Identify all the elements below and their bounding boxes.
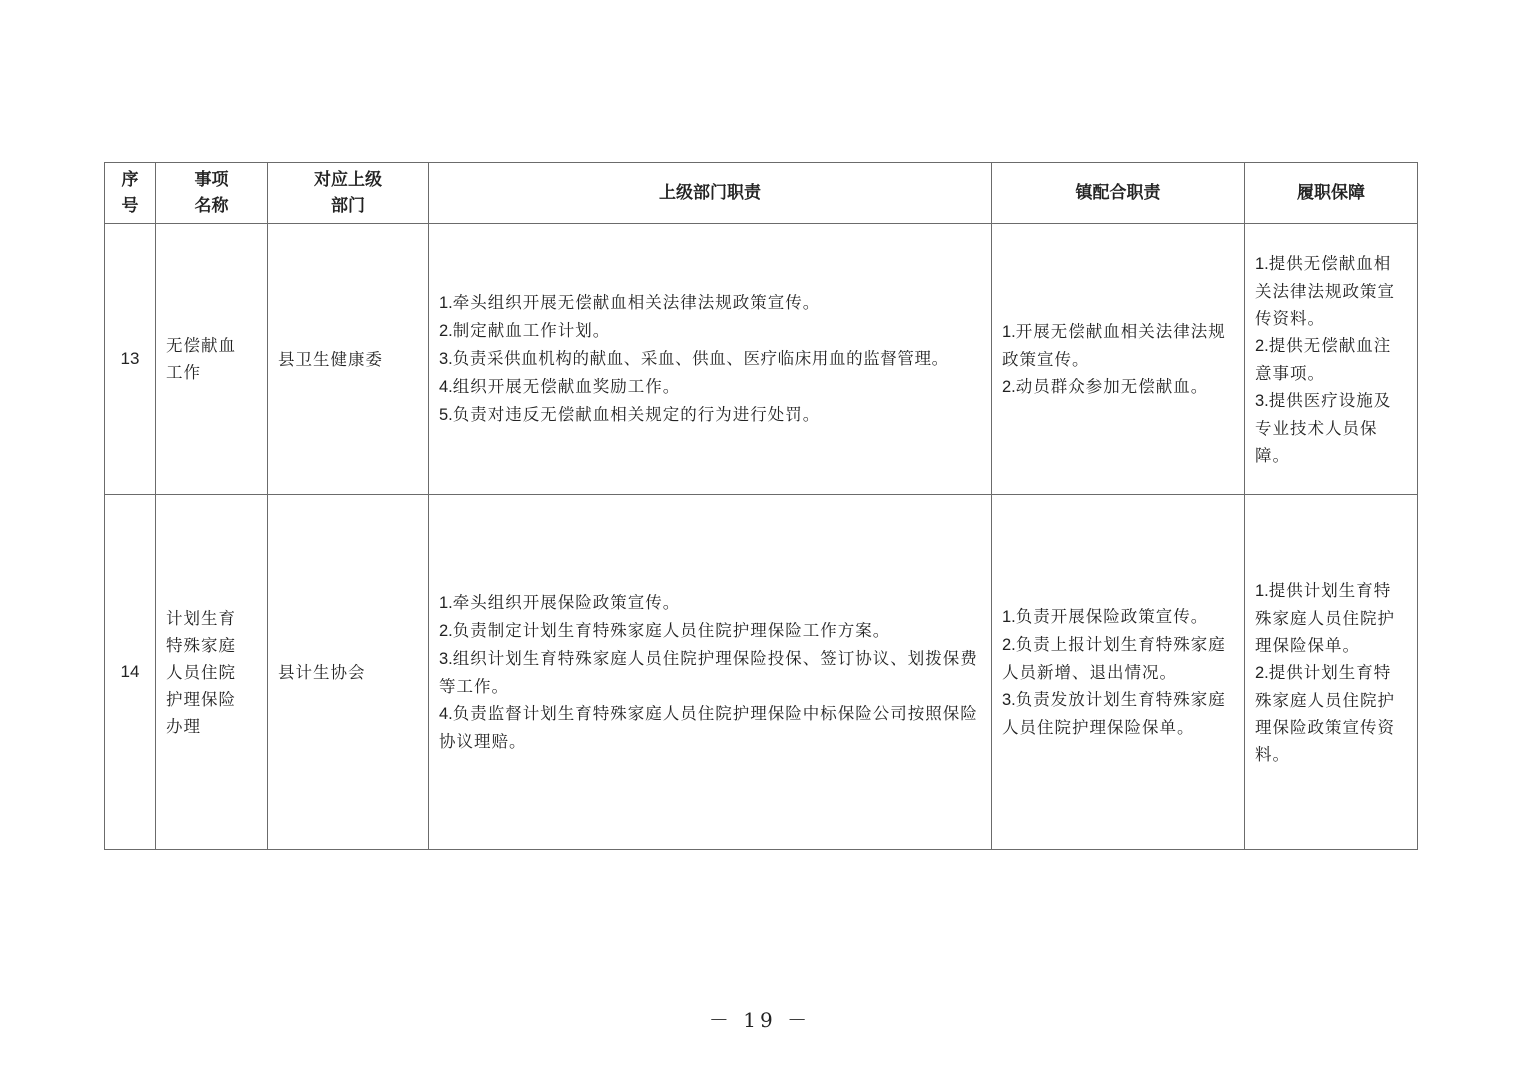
list-item: 3.负责采供血机构的献血、采血、供血、医疗临床用血的监督管理。 <box>439 349 949 368</box>
list-item: 2.负责制定计划生育特殊家庭人员住院护理保险工作方案。 <box>439 621 891 640</box>
list-item: 4.组织开展无偿献血奖励工作。 <box>439 377 681 396</box>
list-item: 2.负责上报计划生育特殊家庭人员新增、退出情况。 <box>1002 635 1226 682</box>
header-town-duty: 镇配合职责 <box>992 163 1245 224</box>
list-item: 1.提供无偿献血相关法律法规政策宣传资料。 <box>1255 253 1395 328</box>
list-item: 5.负责对违反无偿献血相关规定的行为进行处罚。 <box>439 405 821 424</box>
row-upper-duty <box>429 224 992 495</box>
row-dept: 县卫生健康委 <box>268 224 429 495</box>
table-row <box>105 224 1418 495</box>
list-item: 1.开展无偿献血相关法律法规政策宣传。 <box>1002 321 1226 369</box>
list-item: 1.牵头组织开展保险政策宣传。 <box>439 593 681 612</box>
list-item: 3.负责发放计划生育特殊家庭人员住院护理保险保单。 <box>1002 690 1226 737</box>
list-item: 4.负责监督计划生育特殊家庭人员住院护理保险中标保险公司按照保险协议理赔。 <box>439 704 978 751</box>
header-seq: 序 号 <box>105 163 156 224</box>
list-item: 2.提供计划生育特殊家庭人员住院护理保险政策宣传资料。 <box>1255 662 1395 764</box>
row-town-duty <box>992 224 1245 495</box>
table-header-row <box>105 163 1418 224</box>
row-guarantee <box>1245 495 1418 850</box>
header-upper-duty: 上级部门职责 <box>429 163 992 224</box>
row-seq: 13 <box>105 224 156 495</box>
header-guarantee: 履职保障 <box>1245 163 1418 224</box>
list-item: 3.组织计划生育特殊家庭人员住院护理保险投保、签订协议、划拨保费等工作。 <box>439 649 978 696</box>
row-upper-duty <box>429 495 992 850</box>
header-dept: 对应上级 部门 <box>268 163 429 224</box>
list-item: 3.提供医疗设施及专业技术人员保障。 <box>1255 390 1392 465</box>
table-row <box>105 495 1418 850</box>
list-item: 2.制定献血工作计划。 <box>439 321 611 340</box>
list-item: 2.动员群众参加无偿献血。 <box>1002 376 1209 396</box>
row-seq: 14 <box>105 495 156 850</box>
row-town-duty <box>992 495 1245 850</box>
list-item: 1.负责开展保险政策宣传。 <box>1002 607 1209 626</box>
page-number: － 19 － <box>708 1008 812 1032</box>
row-guarantee <box>1245 224 1418 495</box>
list-item: 1.提供计划生育特殊家庭人员住院护理保险保单。 <box>1255 580 1395 655</box>
duty-table <box>104 162 1418 850</box>
list-item: 2.提供无偿献血注意事项。 <box>1255 335 1392 383</box>
list-item: 1.牵头组织开展无偿献血相关法律法规政策宣传。 <box>439 293 821 312</box>
row-dept: 县计生协会 <box>268 495 429 850</box>
row-item-name: 计划生育 特殊家庭 人员住院 护理保险 办理 <box>156 495 268 850</box>
row-item-name: 无偿献血 工作 <box>156 224 268 495</box>
header-name: 事项 名称 <box>156 163 268 224</box>
